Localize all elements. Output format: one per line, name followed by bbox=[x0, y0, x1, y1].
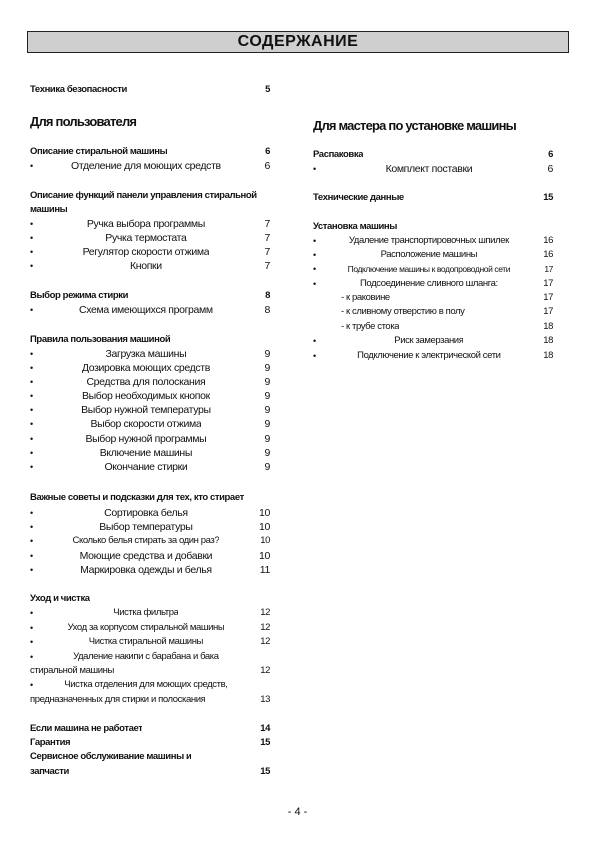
toc-entry[interactable]: Важные советы и подсказки для тех, кто стирает bbox=[30, 492, 244, 503]
toc-entry[interactable]: • Загрузка машины 9 bbox=[30, 347, 270, 361]
toc-entry[interactable]: • Выбор нужной температуры 9 bbox=[30, 403, 270, 417]
toc-entry[interactable]: Уход и чистка bbox=[30, 593, 90, 604]
toc-entry-safety[interactable]: Техника безопасности 5 bbox=[30, 84, 270, 95]
toc-entry[interactable]: • Маркировка одежды и белья 11 bbox=[30, 563, 270, 577]
toc-entry[interactable]: Описание функций панели управления стиральной bbox=[30, 190, 257, 201]
toc-entry[interactable]: Распаковка 6 bbox=[313, 149, 553, 160]
toc-entry[interactable]: • Расположение машины 16 bbox=[313, 248, 553, 262]
toc-entry[interactable]: • Выбор необходимых кнопок 9 bbox=[30, 389, 270, 403]
title-bar bbox=[27, 31, 569, 53]
toc-entry[interactable]: • Кнопки 7 bbox=[30, 259, 270, 273]
toc-entry[interactable]: • Сколько белья стирать за один раз? 10 bbox=[30, 534, 270, 548]
toc-entry[interactable]: • Риск замерзания 18 bbox=[313, 334, 553, 348]
toc-entry[interactable]: Установка машины bbox=[313, 221, 397, 232]
toc-entry[interactable]: • Удаление транспортировочных шпилек 16 bbox=[313, 234, 553, 248]
page-number: - 4 - bbox=[287, 806, 308, 818]
section-heading-user: Для пользователя bbox=[30, 114, 137, 129]
section-heading-installer: Для мастера по установке машины bbox=[313, 118, 516, 133]
toc-entry[interactable]: машины bbox=[30, 204, 68, 215]
toc-entry[interactable]: предназначенных для стирки и полоскания 13 bbox=[30, 694, 270, 705]
toc-entry[interactable]: • Отделение для моющих средств 6 bbox=[30, 159, 270, 173]
toc-entry[interactable]: • Выбор нужной программы 9 bbox=[30, 432, 270, 446]
toc-entry[interactable]: • Окончание стирки 9 bbox=[30, 460, 270, 474]
toc-entry[interactable]: Сервисное обслуживание машины и bbox=[30, 751, 192, 762]
toc-entry[interactable]: • Уход за корпусом стиральной машины 12 bbox=[30, 621, 270, 635]
toc-entry[interactable]: • Регулятор скорости отжима 7 bbox=[30, 245, 270, 259]
toc-entry[interactable]: Правила пользования машиной bbox=[30, 334, 171, 345]
toc-entry[interactable]: • Средства для полоскания 9 bbox=[30, 375, 270, 389]
toc-entry[interactable]: - к трубе стока 18 bbox=[341, 321, 553, 332]
toc-entry[interactable]: • Чистка фильтра 12 bbox=[30, 606, 270, 620]
toc-entry[interactable]: • Схема имеющихся программ 8 bbox=[30, 303, 270, 317]
toc-entry[interactable]: • Дозировка моющих средств 9 bbox=[30, 361, 270, 375]
toc-entry[interactable]: Технические данные 15 bbox=[313, 192, 553, 203]
toc-entry[interactable]: • Выбор скорости отжима 9 bbox=[30, 417, 270, 431]
toc-entry[interactable]: • Чистка стиральной машины 12 bbox=[30, 635, 270, 649]
toc-entry[interactable]: Если машина не работает 14 bbox=[30, 723, 270, 734]
toc-entry[interactable]: Выбор режима стирки 8 bbox=[30, 290, 270, 301]
toc-entry[interactable]: • Сортировка белья 10 bbox=[30, 506, 270, 520]
toc-entry[interactable]: - к раковине 17 bbox=[341, 292, 553, 303]
toc-entry[interactable]: • Моющие средства и добавки 10 bbox=[30, 549, 270, 563]
toc-entry[interactable]: • Выбор температуры 10 bbox=[30, 520, 270, 534]
toc-entry[interactable]: запчасти 15 bbox=[30, 766, 270, 777]
toc-entry[interactable]: • Чистка отделения для моющих средств, bbox=[30, 678, 270, 692]
toc-entry[interactable]: • Ручка выбора программы 7 bbox=[30, 217, 270, 231]
toc-entry[interactable]: - к сливному отверстию в полу 17 bbox=[341, 306, 553, 317]
toc-entry[interactable]: • Подсоединение сливного шланга: 17 bbox=[313, 277, 553, 291]
toc-entry[interactable]: • Удаление накипи с барабана и бака bbox=[30, 650, 270, 664]
toc-entry[interactable]: • Подключение к электрической сети 18 bbox=[313, 349, 553, 363]
page-title: СОДЕРЖАНИЕ bbox=[237, 33, 359, 50]
toc-entry[interactable]: • Подключение машины к водопроводной сети 17 bbox=[313, 262, 553, 276]
toc-entry[interactable]: • Ручка термостата 7 bbox=[30, 231, 270, 245]
toc-entry[interactable]: Гарантия 15 bbox=[30, 737, 270, 748]
toc-entry[interactable]: • Комплект поставки 6 bbox=[313, 162, 553, 176]
toc-entry[interactable]: Описание стиральной машины 6 bbox=[30, 146, 270, 157]
toc-entry[interactable]: • Включение машины 9 bbox=[30, 446, 270, 460]
toc-entry[interactable]: стиральной машины 12 bbox=[30, 665, 270, 676]
